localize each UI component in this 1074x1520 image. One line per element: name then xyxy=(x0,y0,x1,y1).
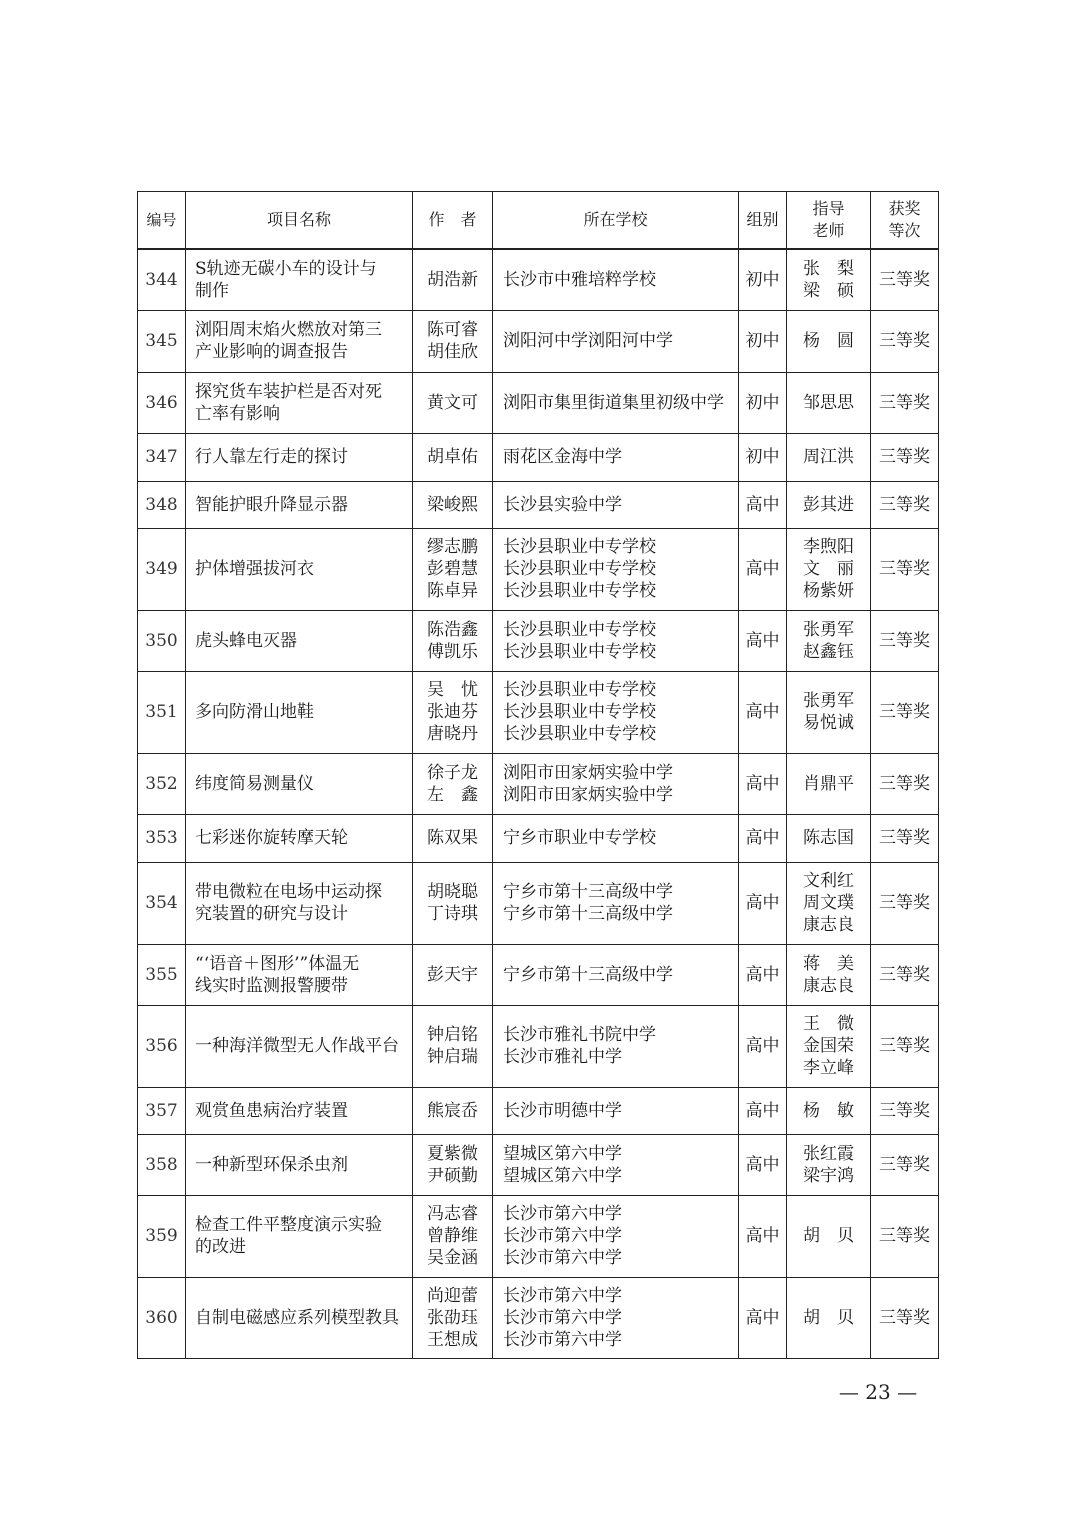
cell-project xyxy=(186,481,413,528)
header-author: 作 者 xyxy=(413,192,493,250)
cell-teachers xyxy=(787,1195,871,1277)
cell-teachers xyxy=(787,753,871,814)
cell-authors xyxy=(413,433,493,481)
table-row xyxy=(138,944,939,1005)
table-row xyxy=(138,528,939,610)
cell-authors-line: 彭碧慧 xyxy=(427,559,478,579)
cell-schools xyxy=(493,481,739,528)
cell-schools-line: 宁乡市第十三高级中学 xyxy=(503,904,673,924)
cell-group: 高中 xyxy=(739,610,787,671)
cell-project xyxy=(186,1005,413,1087)
cell-teachers-line: 易悦诚 xyxy=(803,713,854,733)
cell-group: 高中 xyxy=(739,1134,787,1195)
cell-project-line: 虎头蜂电灭器 xyxy=(195,630,297,651)
cell-schools-line: 望城区第六中学 xyxy=(503,1165,622,1186)
cell-no: 360 xyxy=(138,1277,186,1358)
cell-authors-line: 彭天宇 xyxy=(427,964,478,985)
cell-teachers xyxy=(787,1087,871,1134)
cell-award: 三等奖 xyxy=(871,372,939,433)
cell-award: 三等奖 xyxy=(871,944,939,1005)
cell-authors xyxy=(413,310,493,372)
cell-project-line: 自制电磁感应系列模型教具 xyxy=(195,1307,399,1328)
table-row xyxy=(138,1005,939,1087)
cell-project xyxy=(186,249,413,310)
cell-schools xyxy=(493,753,739,814)
cell-no: 352 xyxy=(138,753,186,814)
awards-table xyxy=(137,191,939,1359)
cell-schools-line: 浏阳市集里街道集里初级中学 xyxy=(503,392,724,413)
cell-award: 三等奖 xyxy=(871,1087,939,1134)
cell-authors xyxy=(413,944,493,1005)
cell-project-line: 产业影响的调查报告 xyxy=(195,342,348,362)
cell-teachers-line: 杨紫妍 xyxy=(803,581,854,601)
cell-schools-line: 长沙县职业中专学校 xyxy=(503,702,656,722)
cell-group: 初中 xyxy=(739,249,787,310)
cell-project-line: 行人靠左行走的探讨 xyxy=(195,447,348,467)
cell-teachers-line: 胡 贝 xyxy=(803,1226,854,1246)
cell-teachers xyxy=(787,610,871,671)
table-row xyxy=(138,310,939,372)
cell-project xyxy=(186,862,413,944)
table-row xyxy=(138,610,939,671)
cell-authors-line: 曾静维 xyxy=(427,1226,478,1246)
cell-schools-line: 长沙市第六中学 xyxy=(503,1329,622,1350)
cell-teachers-line: 邹思思 xyxy=(803,392,854,413)
cell-project-line: 线实时监测报警腰带 xyxy=(195,975,348,996)
cell-project-line: 检查工件平整度演示实验 xyxy=(195,1215,382,1235)
cell-group: 高中 xyxy=(739,753,787,814)
cell-schools xyxy=(493,944,739,1005)
cell-project-line: 制作 xyxy=(195,280,229,301)
cell-teachers-line: 张勇军 xyxy=(803,619,854,640)
cell-authors-line: 吴 忧 xyxy=(427,680,478,700)
cell-award: 三等奖 xyxy=(871,1005,939,1087)
cell-authors-line: 左 鑫 xyxy=(427,784,478,805)
cell-authors-line: 胡卓佑 xyxy=(427,447,478,467)
cell-schools-line: 长沙县职业中专学校 xyxy=(503,680,656,700)
cell-award: 三等奖 xyxy=(871,1134,939,1195)
cell-authors-line: 钟启铭 xyxy=(427,1025,478,1045)
cell-authors xyxy=(413,528,493,610)
cell-schools-line: 长沙市第六中学 xyxy=(503,1226,622,1246)
cell-project xyxy=(186,1195,413,1277)
cell-schools xyxy=(493,1005,739,1087)
cell-schools-line: 长沙市雅礼中学 xyxy=(503,1047,622,1067)
cell-project-line: 浏阳周末焰火燃放对第三 xyxy=(195,320,382,340)
cell-group: 高中 xyxy=(739,481,787,528)
cell-project-line: “‘语音＋图形’”体温无 xyxy=(195,953,360,974)
cell-authors xyxy=(413,1195,493,1277)
cell-award: 三等奖 xyxy=(871,310,939,372)
cell-teachers xyxy=(787,814,871,862)
cell-schools-line: 长沙市第六中学 xyxy=(503,1307,622,1328)
cell-schools-line: 长沙市雅礼书院中学 xyxy=(503,1025,656,1045)
cell-no: 346 xyxy=(138,372,186,433)
cell-schools-line: 长沙市第六中学 xyxy=(503,1204,622,1224)
cell-authors xyxy=(413,862,493,944)
cell-group: 高中 xyxy=(739,814,787,862)
cell-award: 三等奖 xyxy=(871,671,939,753)
cell-authors-line: 张迪芬 xyxy=(427,702,478,722)
table-row xyxy=(138,481,939,528)
header-school: 所在学校 xyxy=(493,192,739,250)
cell-schools xyxy=(493,671,739,753)
cell-project-line: 多向防滑山地鞋 xyxy=(195,702,314,722)
cell-teachers-line: 张红霞 xyxy=(803,1143,854,1164)
cell-schools-line: 长沙县职业中专学校 xyxy=(503,581,656,601)
cell-award: 三等奖 xyxy=(871,753,939,814)
cell-schools-line: 长沙县职业中专学校 xyxy=(503,559,656,579)
cell-no: 347 xyxy=(138,433,186,481)
cell-authors-line: 缪志鹏 xyxy=(427,537,478,557)
cell-teachers xyxy=(787,310,871,372)
cell-project-line: 一种海洋微型无人作战平台 xyxy=(195,1036,399,1056)
table-row xyxy=(138,249,939,310)
cell-authors xyxy=(413,1087,493,1134)
cell-authors-line: 尹硕勤 xyxy=(427,1165,478,1186)
cell-schools-line: 宁乡市第十三高级中学 xyxy=(503,964,673,985)
cell-project-line: 一种新型环保杀虫剂 xyxy=(195,1154,348,1175)
cell-schools-line: 长沙县职业中专学校 xyxy=(503,724,656,744)
cell-schools-line: 长沙县职业中专学校 xyxy=(503,619,656,640)
cell-project-line: 的改进 xyxy=(195,1237,246,1257)
cell-award: 三等奖 xyxy=(871,528,939,610)
table-row xyxy=(138,814,939,862)
cell-teachers-line: 王 微 xyxy=(803,1014,854,1034)
cell-authors-line: 胡浩新 xyxy=(427,269,478,290)
cell-teachers-line: 康志良 xyxy=(803,975,854,996)
cell-group: 高中 xyxy=(739,528,787,610)
cell-teachers-line: 杨 敏 xyxy=(803,1100,854,1121)
cell-authors xyxy=(413,671,493,753)
cell-authors xyxy=(413,372,493,433)
cell-schools xyxy=(493,1277,739,1358)
cell-no: 345 xyxy=(138,310,186,372)
cell-authors-line: 尚迎蕾 xyxy=(427,1285,478,1306)
cell-project-line: 究装置的研究与设计 xyxy=(195,904,348,924)
cell-schools-line: 雨花区金海中学 xyxy=(503,447,622,467)
cell-award: 三等奖 xyxy=(871,610,939,671)
cell-award: 三等奖 xyxy=(871,1195,939,1277)
cell-no: 351 xyxy=(138,671,186,753)
cell-schools-line: 长沙市中雅培粹学校 xyxy=(503,269,656,290)
table-row xyxy=(138,1087,939,1134)
cell-project xyxy=(186,814,413,862)
cell-project-line: 亡率有影响 xyxy=(195,403,280,424)
cell-schools-line: 长沙县职业中专学校 xyxy=(503,537,656,557)
cell-teachers-line: 周文璞 xyxy=(803,893,854,913)
cell-schools-line: 浏阳河中学浏阳河中学 xyxy=(503,331,673,351)
cell-project xyxy=(186,433,413,481)
header-group: 组别 xyxy=(739,192,787,250)
cell-teachers-line: 康志良 xyxy=(803,915,854,935)
cell-authors-line: 陈双果 xyxy=(427,828,478,848)
cell-schools-line: 长沙市第六中学 xyxy=(503,1248,622,1268)
cell-project-line: S轨迹无碳小车的设计与 xyxy=(195,258,377,279)
cell-no: 353 xyxy=(138,814,186,862)
cell-authors xyxy=(413,610,493,671)
cell-teachers xyxy=(787,481,871,528)
header-row xyxy=(138,192,939,250)
table-row xyxy=(138,671,939,753)
cell-teachers-line: 赵鑫钰 xyxy=(803,641,854,662)
cell-authors xyxy=(413,249,493,310)
cell-group: 高中 xyxy=(739,944,787,1005)
cell-authors-line: 梁峻熙 xyxy=(427,494,478,515)
cell-teachers-line: 陈志国 xyxy=(803,828,854,848)
cell-authors-line: 徐子龙 xyxy=(427,762,478,783)
cell-no: 356 xyxy=(138,1005,186,1087)
cell-authors-line: 张劭珏 xyxy=(427,1307,478,1328)
header-teacher xyxy=(787,192,871,250)
cell-teachers-line: 李立峰 xyxy=(803,1058,854,1078)
cell-teachers xyxy=(787,1005,871,1087)
cell-teachers xyxy=(787,1277,871,1358)
cell-teachers xyxy=(787,372,871,433)
table-row xyxy=(138,862,939,944)
cell-project-line: 探究货车装护栏是否对死 xyxy=(195,381,382,402)
cell-schools-line: 长沙市第六中学 xyxy=(503,1285,622,1306)
cell-teachers-line: 金国荣 xyxy=(803,1036,854,1056)
cell-schools xyxy=(493,814,739,862)
cell-authors-line: 冯志睿 xyxy=(427,1204,478,1224)
cell-schools xyxy=(493,1195,739,1277)
cell-teachers-line: 周江洪 xyxy=(803,447,854,467)
cell-project-line: 纬度简易测量仪 xyxy=(195,773,314,794)
cell-schools-line: 浏阳市田家炳实验中学 xyxy=(503,762,673,783)
cell-schools xyxy=(493,610,739,671)
cell-authors-line: 胡晓聪 xyxy=(427,882,478,902)
cell-teachers xyxy=(787,862,871,944)
cell-teachers xyxy=(787,249,871,310)
cell-authors xyxy=(413,1005,493,1087)
table-row xyxy=(138,753,939,814)
cell-project-line: 护体增强拔河衣 xyxy=(195,559,314,579)
cell-project xyxy=(186,372,413,433)
cell-project-line: 智能护眼升降显示器 xyxy=(195,494,348,515)
cell-schools-line: 长沙县实验中学 xyxy=(503,494,622,515)
table-row xyxy=(138,372,939,433)
cell-schools xyxy=(493,1087,739,1134)
cell-authors-line: 熊宸岙 xyxy=(427,1100,478,1121)
cell-no: 344 xyxy=(138,249,186,310)
cell-teachers-line: 张勇军 xyxy=(803,691,854,711)
cell-no: 359 xyxy=(138,1195,186,1277)
header-teacher-line: 指导 xyxy=(812,199,845,218)
cell-schools xyxy=(493,528,739,610)
cell-project xyxy=(186,944,413,1005)
cell-group: 高中 xyxy=(739,1087,787,1134)
cell-teachers xyxy=(787,671,871,753)
cell-project xyxy=(186,1087,413,1134)
cell-schools xyxy=(493,433,739,481)
cell-authors xyxy=(413,1277,493,1358)
cell-authors-line: 陈卓异 xyxy=(427,581,478,601)
cell-authors-line: 钟启瑞 xyxy=(427,1047,478,1067)
cell-schools xyxy=(493,862,739,944)
cell-schools xyxy=(493,249,739,310)
cell-schools-line: 长沙县职业中专学校 xyxy=(503,641,656,662)
header-project: 项目名称 xyxy=(186,192,413,250)
cell-project xyxy=(186,753,413,814)
cell-teachers xyxy=(787,944,871,1005)
cell-no: 350 xyxy=(138,610,186,671)
header-award xyxy=(871,192,939,250)
cell-teachers-line: 李煦阳 xyxy=(803,537,854,557)
cell-schools-line: 宁乡市职业中专学校 xyxy=(503,828,656,848)
cell-award: 三等奖 xyxy=(871,481,939,528)
cell-group: 高中 xyxy=(739,862,787,944)
cell-teachers-line: 肖鼎平 xyxy=(803,773,854,794)
cell-teachers xyxy=(787,433,871,481)
table-row xyxy=(138,1195,939,1277)
cell-group: 高中 xyxy=(739,1195,787,1277)
cell-schools-line: 浏阳市田家炳实验中学 xyxy=(503,784,673,805)
cell-no: 349 xyxy=(138,528,186,610)
cell-teachers-line: 张 梨 xyxy=(803,258,854,279)
cell-project-line: 带电微粒在电场中运动探 xyxy=(195,882,382,902)
cell-project xyxy=(186,671,413,753)
cell-authors-line: 王想成 xyxy=(427,1329,478,1350)
cell-no: 357 xyxy=(138,1087,186,1134)
cell-group: 高中 xyxy=(739,1005,787,1087)
cell-project-line: 七彩迷你旋转摩天轮 xyxy=(195,828,348,848)
cell-award: 三等奖 xyxy=(871,433,939,481)
page-number: — 23 — xyxy=(838,1380,918,1404)
cell-group: 初中 xyxy=(739,310,787,372)
cell-teachers-line: 文 丽 xyxy=(803,559,854,579)
header-no: 编号 xyxy=(138,192,186,250)
cell-award: 三等奖 xyxy=(871,862,939,944)
cell-teachers-line: 彭其进 xyxy=(803,494,854,515)
cell-authors-line: 唐晓丹 xyxy=(427,724,478,744)
cell-authors-line: 丁诗琪 xyxy=(427,904,478,924)
cell-schools xyxy=(493,372,739,433)
cell-no: 355 xyxy=(138,944,186,1005)
header-award-line: 获奖 xyxy=(888,199,921,218)
cell-group: 高中 xyxy=(739,1277,787,1358)
cell-no: 348 xyxy=(138,481,186,528)
cell-teachers-line: 蒋 美 xyxy=(803,953,854,974)
header-teacher-line: 老师 xyxy=(812,221,845,240)
cell-authors-line: 黄文可 xyxy=(427,392,478,413)
cell-teachers xyxy=(787,1134,871,1195)
cell-schools xyxy=(493,310,739,372)
cell-authors-line: 傅凯乐 xyxy=(427,641,478,662)
cell-project xyxy=(186,528,413,610)
cell-award: 三等奖 xyxy=(871,1277,939,1358)
cell-authors-line: 吴金涵 xyxy=(427,1248,478,1268)
cell-authors xyxy=(413,1134,493,1195)
cell-project xyxy=(186,1277,413,1358)
cell-group: 初中 xyxy=(739,433,787,481)
table-row xyxy=(138,433,939,481)
cell-schools-line: 长沙市明德中学 xyxy=(503,1100,622,1121)
cell-authors-line: 陈可睿 xyxy=(427,320,478,340)
cell-project-line: 观赏鱼患病治疗装置 xyxy=(195,1100,348,1121)
cell-group: 高中 xyxy=(739,671,787,753)
table-body xyxy=(138,249,939,1358)
header-award-line: 等次 xyxy=(888,221,921,240)
cell-schools-line: 望城区第六中学 xyxy=(503,1143,622,1164)
cell-group: 初中 xyxy=(739,372,787,433)
cell-no: 354 xyxy=(138,862,186,944)
table-row xyxy=(138,1277,939,1358)
cell-teachers-line: 梁 硕 xyxy=(803,280,854,301)
cell-project xyxy=(186,310,413,372)
cell-award: 三等奖 xyxy=(871,814,939,862)
cell-schools-line: 宁乡市第十三高级中学 xyxy=(503,882,673,902)
cell-award: 三等奖 xyxy=(871,249,939,310)
cell-project xyxy=(186,1134,413,1195)
cell-teachers-line: 杨 圆 xyxy=(803,331,854,351)
cell-project xyxy=(186,610,413,671)
cell-teachers-line: 文利红 xyxy=(803,871,854,891)
table-row xyxy=(138,1134,939,1195)
cell-authors-line: 陈浩鑫 xyxy=(427,619,478,640)
cell-teachers-line: 梁宇鸿 xyxy=(803,1165,854,1186)
cell-authors xyxy=(413,753,493,814)
cell-teachers-line: 胡 贝 xyxy=(803,1307,854,1328)
cell-no: 358 xyxy=(138,1134,186,1195)
cell-teachers xyxy=(787,528,871,610)
cell-schools xyxy=(493,1134,739,1195)
cell-authors xyxy=(413,814,493,862)
cell-authors xyxy=(413,481,493,528)
cell-authors-line: 胡佳欣 xyxy=(427,342,478,362)
cell-authors-line: 夏紫微 xyxy=(427,1143,478,1164)
